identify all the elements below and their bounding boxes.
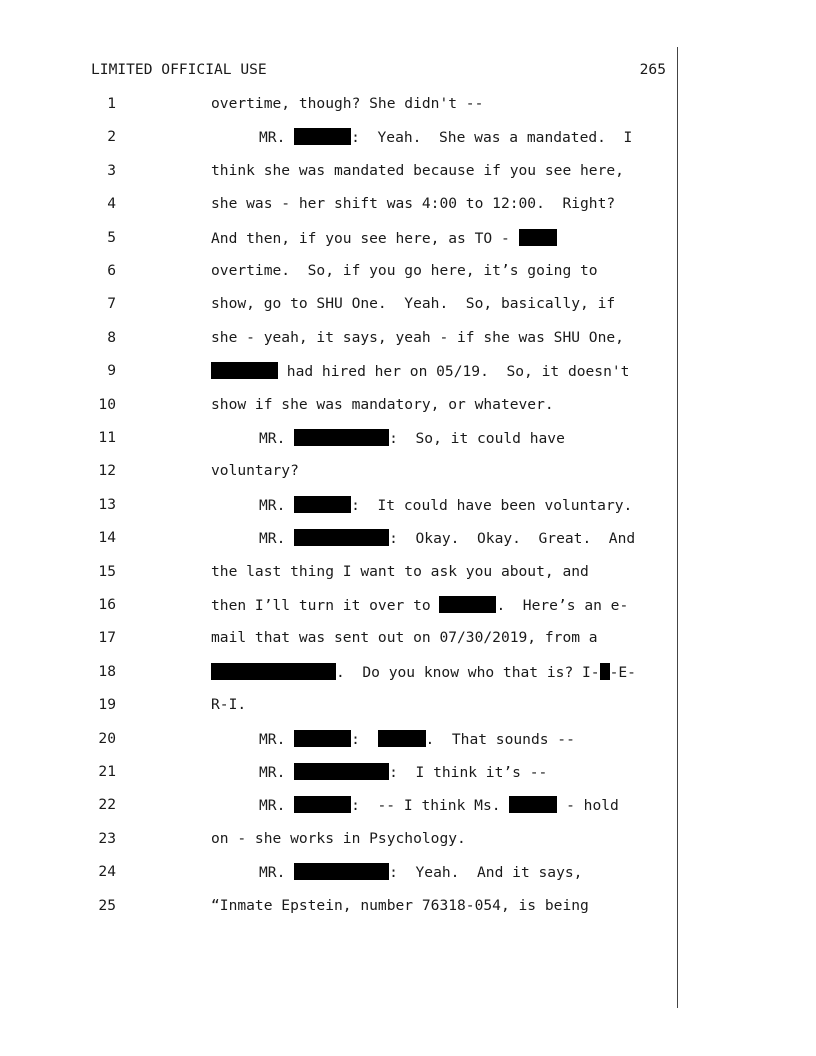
- line-number: 22: [98, 796, 116, 814]
- redaction-box: [439, 596, 496, 613]
- transcript-line: [0, 362, 680, 382]
- line-number: 7: [107, 295, 116, 313]
- line-text: [259, 796, 619, 814]
- line-text: [259, 863, 582, 881]
- redaction-box: [294, 496, 351, 513]
- line-text: [259, 496, 632, 514]
- text-segment: “Inmate Epstein, number 76318-054, is being: [211, 896, 589, 914]
- line-text: [211, 629, 598, 646]
- line-text: [211, 262, 598, 279]
- line-number: 5: [107, 228, 116, 246]
- line-text: [259, 763, 547, 781]
- line-text: [211, 229, 557, 247]
- line-number: 24: [98, 863, 116, 881]
- transcript-line: [0, 396, 680, 416]
- transcript-line: [0, 462, 680, 482]
- line-number: 23: [98, 829, 116, 847]
- line-text: [259, 128, 632, 146]
- text-segment: think she was mandated because if you see here,: [211, 161, 624, 179]
- redaction-box: [211, 663, 336, 680]
- text-segment: :: [351, 730, 378, 748]
- text-segment: mail that was sent out on 07/30/2019, from a: [211, 629, 598, 647]
- line-number: 13: [98, 495, 116, 513]
- transcript-line: [0, 128, 680, 148]
- line-text: [211, 696, 246, 713]
- line-text: [211, 462, 299, 479]
- line-text: [211, 563, 589, 580]
- line-number: 25: [98, 896, 116, 914]
- transcript-line: [0, 629, 680, 649]
- text-segment: : -- I think Ms.: [351, 797, 510, 815]
- transcript-line: [0, 95, 680, 115]
- text-segment: MR.: [259, 764, 295, 781]
- redaction-box: [294, 763, 389, 780]
- transcript-line: [0, 295, 680, 315]
- text-segment: she was - her shift was 4:00 to 12:00. Right?: [211, 195, 616, 213]
- transcript-line: [0, 663, 680, 683]
- text-segment: show if she was mandatory, or whatever.: [211, 395, 554, 413]
- line-text: [211, 596, 628, 614]
- text-segment: : I think it’s --: [389, 764, 548, 781]
- transcript-line: [0, 529, 680, 549]
- text-segment: . Do you know who that is? I-: [336, 663, 600, 681]
- line-text: [211, 396, 554, 413]
- transcript-line: [0, 262, 680, 282]
- line-text: [211, 362, 629, 380]
- line-number: 1: [107, 95, 116, 112]
- text-segment: MR.: [259, 797, 295, 815]
- line-text: [211, 195, 615, 212]
- transcript-line: [0, 830, 680, 850]
- line-number: 15: [98, 562, 116, 580]
- text-segment: voluntary?: [211, 462, 299, 480]
- line-number: 8: [107, 328, 116, 346]
- line-number: 6: [107, 262, 116, 279]
- redaction-box: [378, 730, 426, 747]
- text-segment: MR.: [259, 864, 295, 882]
- line-text: [259, 429, 565, 447]
- redaction-box: [294, 863, 389, 880]
- transcript-line: [0, 162, 680, 182]
- text-segment: : So, it could have: [389, 430, 565, 447]
- line-text: [259, 529, 635, 547]
- page-number: 265: [639, 61, 666, 78]
- text-segment: MR.: [259, 129, 295, 147]
- line-text: [211, 162, 624, 179]
- redaction-box: [294, 796, 351, 813]
- line-number: 3: [107, 161, 116, 179]
- transcript-line: [0, 429, 680, 449]
- line-text: [211, 663, 636, 681]
- transcript-line: [0, 796, 680, 816]
- line-number: 21: [98, 763, 116, 780]
- text-segment: on - she works in Psychology.: [211, 829, 466, 847]
- line-number: 9: [107, 362, 116, 380]
- text-segment: she - yeah, it says, yeah - if she was SHU One,: [211, 328, 624, 346]
- line-number: 17: [98, 629, 116, 647]
- redaction-box: [211, 362, 278, 379]
- line-text: [211, 95, 483, 112]
- text-segment: overtime, though? She didn't --: [211, 95, 484, 112]
- text-segment: . That sounds --: [425, 730, 575, 748]
- line-number: 2: [107, 128, 116, 146]
- redaction-box: [294, 529, 389, 546]
- line-number: 20: [98, 729, 116, 747]
- redaction-box: [600, 663, 610, 680]
- transcript-line: [0, 563, 680, 583]
- text-segment: MR.: [259, 496, 295, 514]
- transcript-line: [0, 229, 680, 249]
- transcript-line: [0, 596, 680, 616]
- transcript-line: [0, 696, 680, 716]
- line-number: 14: [98, 529, 116, 547]
- text-segment: the last thing I want to ask you about, and: [211, 562, 589, 580]
- line-text: [211, 295, 615, 312]
- text-segment: - hold: [557, 797, 619, 815]
- transcript-line: [0, 863, 680, 883]
- line-number: 19: [98, 696, 116, 714]
- line-text: [259, 730, 575, 748]
- text-segment: MR.: [259, 730, 295, 748]
- text-segment: had hired her on 05/19. So, it doesn't: [278, 363, 630, 381]
- redaction-box: [519, 229, 557, 246]
- text-segment: . Here’s an e-: [496, 597, 629, 614]
- transcript-line: [0, 329, 680, 349]
- line-number: 16: [98, 596, 116, 613]
- line-number: 18: [98, 662, 116, 680]
- line-text: [211, 897, 589, 914]
- transcript-line: [0, 195, 680, 215]
- text-segment: : It could have been voluntary.: [351, 496, 633, 514]
- line-number: 4: [107, 195, 116, 213]
- redaction-box: [509, 796, 557, 813]
- redaction-box: [294, 128, 351, 145]
- redaction-box: [294, 429, 389, 446]
- text-segment: : Okay. Okay. Great. And: [389, 530, 636, 548]
- line-number: 10: [98, 395, 116, 413]
- line-text: [211, 329, 624, 346]
- text-segment: : Yeah. She was a mandated. I: [351, 129, 633, 147]
- text-segment: then I’ll turn it over to: [211, 597, 440, 614]
- line-text: [211, 830, 466, 847]
- text-segment: MR.: [259, 530, 295, 548]
- transcript-line: [0, 496, 680, 516]
- header-classification: LIMITED OFFICIAL USE: [91, 61, 267, 78]
- text-segment: R-I.: [211, 696, 247, 714]
- text-segment: overtime. So, if you go here, it’s going to: [211, 262, 598, 279]
- transcript-line: [0, 763, 680, 783]
- transcript-line: [0, 897, 680, 917]
- text-segment: -E-: [609, 663, 636, 681]
- text-segment: And then, if you see here, as TO -: [211, 229, 519, 247]
- text-segment: show, go to SHU One. Yeah. So, basically, if: [211, 295, 616, 313]
- line-number: 12: [98, 462, 116, 480]
- line-number: 11: [98, 429, 116, 446]
- redaction-box: [294, 730, 351, 747]
- text-segment: : Yeah. And it says,: [389, 864, 583, 882]
- text-segment: MR.: [259, 430, 295, 447]
- transcript-line: [0, 730, 680, 750]
